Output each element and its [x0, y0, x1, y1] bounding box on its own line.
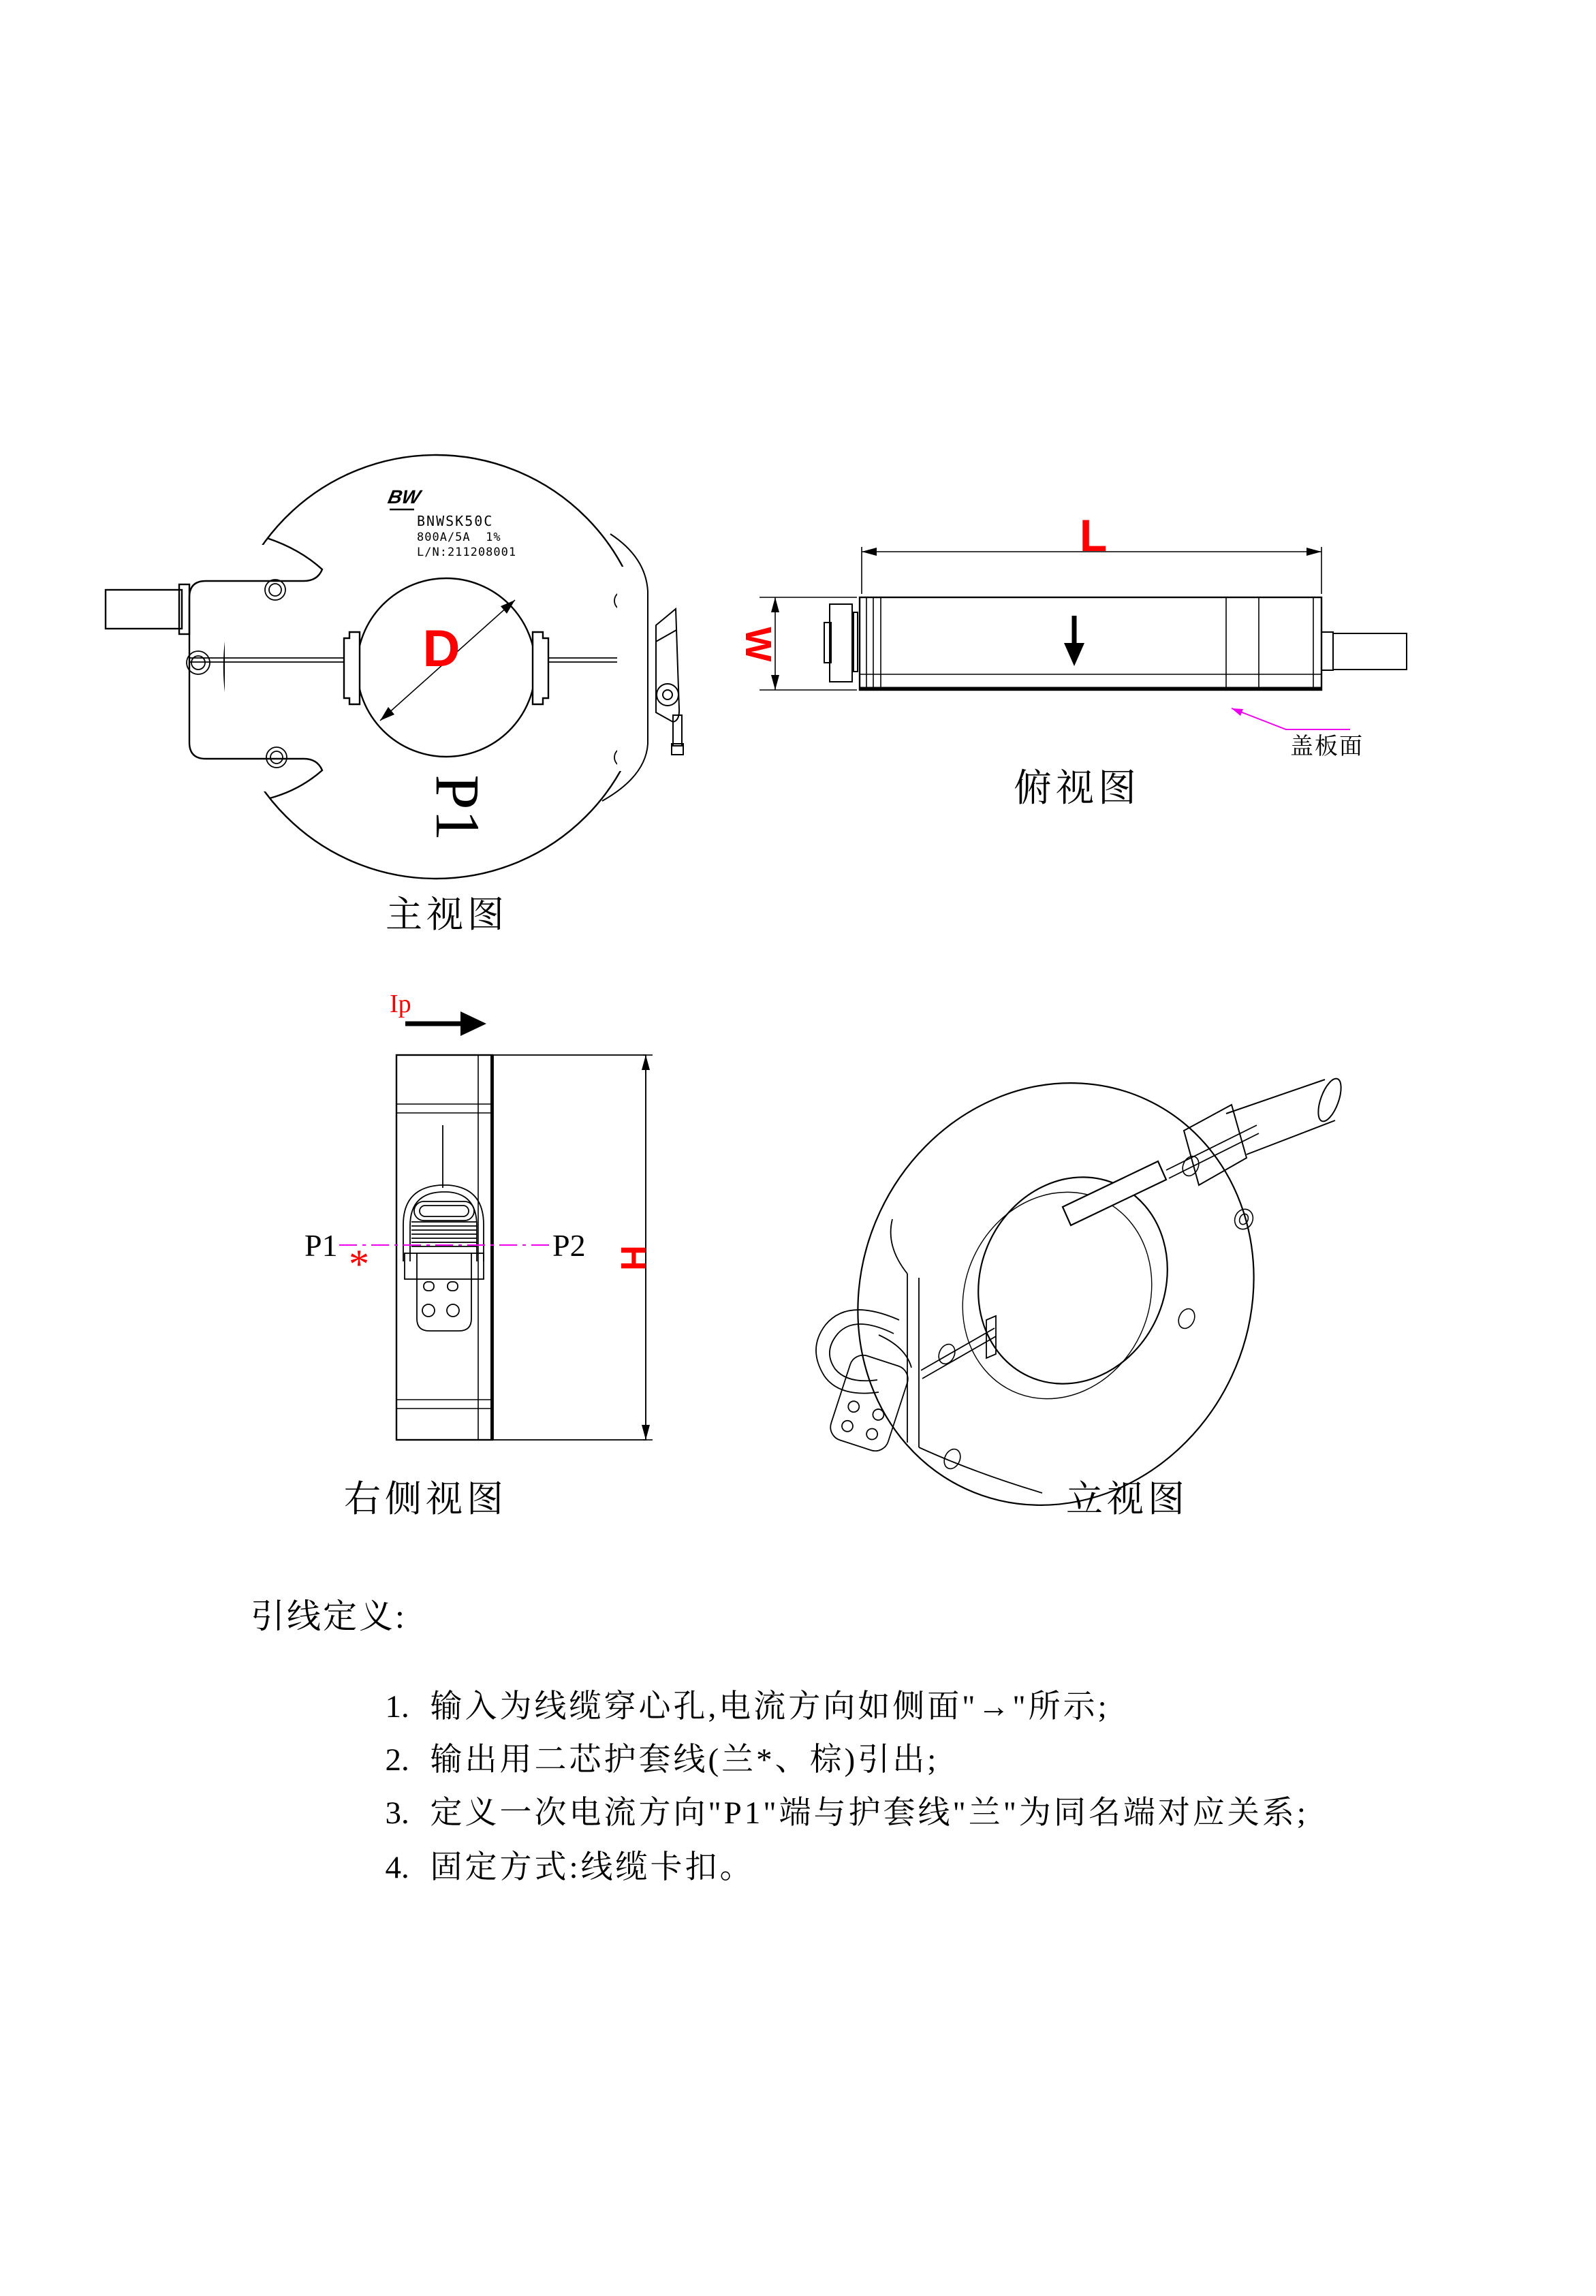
- p1-terminal-mark: P1: [423, 774, 492, 841]
- top-body: [860, 597, 1321, 690]
- iso-cable: [1184, 1076, 1346, 1185]
- note-number: 3.: [385, 1795, 409, 1831]
- note-text: 输入为线缆穿心孔,电流方向如侧面"→"所示;: [430, 1689, 1110, 1725]
- note-text: 定义一次电流方向"P1"端与护套线"兰"为同名端对应关系;: [430, 1795, 1309, 1831]
- iso-hole: [945, 1146, 1201, 1415]
- side-view-title: 右侧视图: [344, 1479, 507, 1520]
- model-text: BNWSK50C: [417, 513, 494, 529]
- top-view-title: 俯视图: [1014, 768, 1140, 810]
- dim-d-label: D: [422, 620, 460, 678]
- note-number: 1.: [385, 1689, 409, 1725]
- top-view-drawing: [760, 547, 1407, 729]
- iso-outer-ring: [789, 1018, 1323, 1571]
- cable-top: [1321, 632, 1407, 670]
- front-view-title: 主视图: [386, 894, 508, 935]
- primary-current-arrow: [405, 1011, 486, 1036]
- side-view-drawing: [339, 1011, 653, 1440]
- hole-tab-right: [533, 632, 548, 704]
- cover-plate-note: 盖板面: [1290, 734, 1364, 759]
- note-number: 2.: [385, 1742, 409, 1778]
- hole-tab-left: [344, 632, 360, 704]
- note-item: [369, 1805, 755, 1887]
- dim-l-label: L: [1079, 510, 1108, 561]
- front-view-drawing: [106, 455, 683, 879]
- asterisk-mark: *: [349, 1242, 369, 1287]
- p1-side-label: P1: [304, 1228, 338, 1263]
- dim-h-label: H: [613, 1245, 653, 1271]
- brand-logo: BW: [386, 486, 423, 507]
- note-text: 输出用二芯护套线(兰*、棕)引出;: [430, 1742, 939, 1778]
- ip-current-label: Ip: [390, 990, 411, 1018]
- lot-number-text: L/N:211208001: [417, 546, 517, 559]
- p2-side-label: P2: [552, 1228, 586, 1263]
- note-number: 4.: [385, 1850, 409, 1885]
- current-into-page-arrow: [1064, 616, 1084, 666]
- cover-plate-leader: [1232, 708, 1350, 729]
- notes-title: 引线定义:: [251, 1597, 407, 1635]
- iso-split-seam: [921, 1125, 1259, 1379]
- latch-side: [403, 1125, 484, 1331]
- rating-text: 800A/5A 1%: [417, 531, 501, 544]
- secondary-cable: [106, 590, 182, 629]
- dim-w-label: W: [738, 627, 779, 662]
- iso-view-title: 立视图: [1066, 1479, 1189, 1520]
- latch-top: [824, 604, 858, 682]
- note-text: 固定方式:线缆卡扣。: [430, 1850, 755, 1885]
